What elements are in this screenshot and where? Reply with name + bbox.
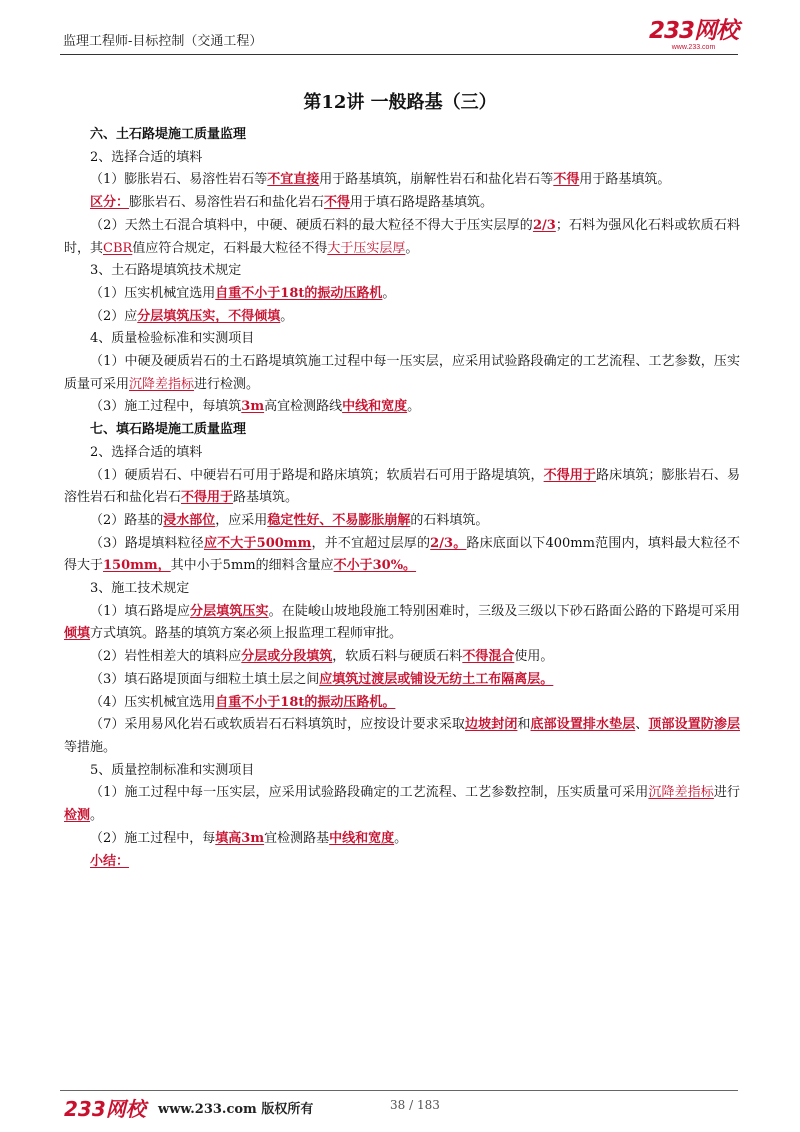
text-run: 等措施。 — [64, 739, 117, 755]
emphasis-text: 中线和宽度 — [342, 399, 408, 415]
emphasis-text: 3m — [241, 399, 265, 415]
emphasis-text: 区分： — [90, 195, 130, 211]
paragraph — [64, 215, 740, 260]
emphasis-text: 填高3m — [215, 830, 265, 846]
logo-text: 233网校 — [648, 18, 738, 44]
text-run: 用于路基填筑，崩解性岩石和盐化岩石等 — [319, 172, 554, 188]
text-run: 。 — [382, 285, 396, 301]
paragraph — [64, 351, 740, 396]
text-run: 2、选择合适的填料 — [90, 149, 203, 165]
text-run: 2、选择合适的填料 — [90, 444, 203, 460]
footer-site-text: www.233.com 版权所有 — [158, 1102, 314, 1117]
emphasis-text: 分层填筑压实 — [190, 603, 269, 619]
paragraph — [64, 646, 740, 669]
paragraph — [64, 533, 740, 578]
text-run: 、 — [635, 717, 649, 733]
text-run: 高宜检测路线 — [264, 399, 343, 415]
emphasis-text: 不得 — [324, 195, 351, 211]
text-run: （2）岩性相差大的填料应 — [90, 649, 242, 665]
emphasis-text: 边坡封闭 — [465, 717, 518, 733]
text-run: 。 — [90, 808, 104, 824]
emphasis-text: 2/3 — [532, 217, 556, 233]
emphasis-text: 沉降差指标 — [129, 376, 195, 392]
paragraph — [64, 169, 740, 192]
text-run: 4、质量检验标准和实测项目 — [90, 331, 255, 347]
text-run: 3、土石路堤填筑技术规定 — [90, 263, 242, 279]
text-run: 宜检测路基 — [264, 830, 330, 846]
document-body — [64, 124, 740, 873]
text-run: 用于填石路堤路基填筑。 — [350, 195, 494, 211]
text-run: 和 — [517, 717, 531, 733]
emphasis-text: 自重不小于18t的振动压路机 — [215, 285, 383, 301]
paragraph — [64, 601, 740, 646]
paragraph — [64, 260, 740, 283]
text-run: （2）施工过程中，每 — [90, 830, 216, 846]
text-run: 。 — [407, 399, 421, 415]
paragraph — [64, 669, 740, 692]
paragraph — [64, 147, 740, 170]
text-run: ，软质石料与硬质石料 — [332, 649, 463, 665]
emphasis-text: 浸水部位 — [163, 512, 216, 528]
text-run: 。 — [280, 308, 294, 324]
text-run: （2）应 — [90, 308, 138, 324]
emphasis-text: 不小于30%。 — [333, 558, 417, 574]
text-run: （1）中硬及硬质岩石的土石路堤填筑施工过程中每一压实层，应采用试验路段确定的工艺流程、工艺参数，压实质量可采用 — [64, 354, 740, 392]
emphasis-text: 自重不小于18t的振动压路机。 — [215, 694, 396, 710]
text-run: 其中小于5mm的细料含量应 — [170, 558, 334, 574]
emphasis-text: 应填筑过渡层或铺设无纺土工布隔离层。 — [319, 671, 554, 687]
text-run: 六、土石路堤施工质量监理 — [90, 127, 247, 142]
emphasis-text: 不得混合 — [462, 649, 515, 665]
text-run: （3）施工过程中，每填筑 — [90, 399, 242, 415]
paragraph — [64, 442, 740, 465]
emphasis-text: 应不大于500mm — [203, 535, 312, 551]
emphasis-text: 不宜直接 — [267, 172, 320, 188]
emphasis-text: 沉降差指标 — [648, 785, 714, 801]
emphasis-text: 检测 — [64, 808, 91, 824]
text-run: ；石料为强风化石料或软质石料时，其 — [64, 217, 740, 256]
emphasis-text: CBR — [103, 240, 133, 256]
text-run: （1）压实机械宜选用 — [90, 285, 216, 301]
text-run: 路基填筑。 — [233, 490, 299, 506]
paragraph — [64, 828, 740, 851]
text-run: （4）压实机械宜选用 — [90, 694, 216, 710]
text-run: 。 — [394, 830, 408, 846]
emphasis-text: 大于压实层厚 — [327, 240, 406, 256]
text-run: （1）膨胀岩石、易溶性岩石等 — [90, 172, 268, 188]
emphasis-text: 中线和宽度 — [329, 830, 395, 846]
text-run: 路床填筑；膨胀岩石、易溶性岩石和盐化岩石 — [64, 467, 740, 506]
brand-logo[interactable] — [649, 20, 738, 51]
section-heading — [64, 419, 740, 442]
text-run: 膨胀岩石、易溶性岩石和盐化岩石 — [129, 195, 325, 211]
footer-rule — [60, 1090, 738, 1091]
emphasis-text: 2/3。 — [430, 535, 467, 551]
text-run: 用于路基填筑。 — [579, 172, 671, 188]
paragraph — [64, 510, 740, 533]
text-run: 3、施工技术规定 — [90, 581, 190, 597]
text-run: ，并不宜超过层厚的 — [311, 535, 431, 551]
paragraph — [64, 283, 740, 306]
paragraph — [64, 578, 740, 601]
text-run: （1）施工过程中每一压实层，应采用试验路段确定的工艺流程、工艺参数控制，压实质量可采用 — [90, 785, 649, 801]
text-run: 值应符合规定，石料最大粒径不得 — [132, 240, 328, 256]
emphasis-text: 不得用于 — [181, 490, 234, 506]
paragraph — [64, 851, 740, 874]
paragraph — [64, 306, 740, 329]
text-run: （3）路堤填料粒径 — [90, 535, 204, 551]
text-run: （1）硬质岩石、中硬岩石可用于路堤和路床填筑；软质岩石可用于路堤填筑， — [90, 467, 544, 483]
section-heading — [64, 124, 740, 147]
emphasis-text: 分层填筑压实，不得倾填 — [137, 308, 281, 324]
footer-logo: 233网校 — [64, 1097, 146, 1121]
text-run: （2）路基的 — [90, 512, 164, 528]
text-run: 方式填筑。路基的填筑方案必须上报监理工程师审批。 — [90, 626, 403, 642]
text-run: 。在陡峻山坡地段施工特别困难时，三级及三级以下砂石路面公路的下路堤可采用 — [268, 603, 740, 619]
page-title: 第12讲 一般路基（三） — [303, 92, 497, 113]
emphasis-text: 不得用于 — [543, 467, 597, 483]
text-run: 。 — [405, 240, 419, 256]
paragraph — [64, 782, 740, 827]
emphasis-text: 顶部设置防渗层 — [648, 717, 740, 733]
text-run: 5、质量控制标准和实测项目 — [90, 762, 255, 778]
paragraph — [64, 328, 740, 351]
emphasis-text: 倾填 — [64, 626, 91, 642]
text-run: 使用。 — [514, 649, 554, 665]
paragraph — [64, 692, 740, 715]
header-rule — [60, 54, 738, 55]
header-doc-title: 监理工程师-目标控制（交通工程） — [63, 34, 263, 49]
text-run: 进行 — [713, 785, 740, 801]
logo-url: www.233.com — [671, 44, 716, 51]
paragraph — [64, 396, 740, 419]
emphasis-text: 底部设置排水垫层 — [530, 717, 636, 733]
emphasis-text: 150mm， — [103, 558, 171, 574]
emphasis-text: 分层或分段填筑 — [241, 649, 333, 665]
paragraph — [64, 465, 740, 510]
text-run: 进行检测。 — [194, 376, 260, 392]
text-run: 的石料填筑。 — [410, 512, 489, 528]
text-run: ，应采用 — [215, 512, 268, 528]
emphasis-text: 小结： — [90, 853, 130, 869]
text-run: （2）天然土石混合填料中，中硬、硬质石料的最大粒径不得大于压实层厚的 — [90, 217, 533, 233]
emphasis-text: 不得 — [553, 172, 580, 188]
paragraph — [64, 192, 740, 215]
text-run: （1）填石路堤应 — [90, 603, 191, 619]
text-run: （7）采用易风化岩石或软质岩石石料填筑时，应按设计要求采取 — [90, 717, 466, 733]
text-run: 路床底面以下400mm范围内，填料最大粒径不得大于 — [64, 535, 740, 574]
page-number: 38 / 183 — [390, 1098, 440, 1112]
text-run: （3）填石路堤顶面与细粒土填土层之间 — [90, 671, 320, 687]
emphasis-text: 稳定性好、不易膨胀崩解 — [267, 512, 411, 528]
paragraph — [64, 714, 740, 759]
text-run: 七、填石路堤施工质量监理 — [90, 422, 247, 438]
paragraph — [64, 760, 740, 783]
